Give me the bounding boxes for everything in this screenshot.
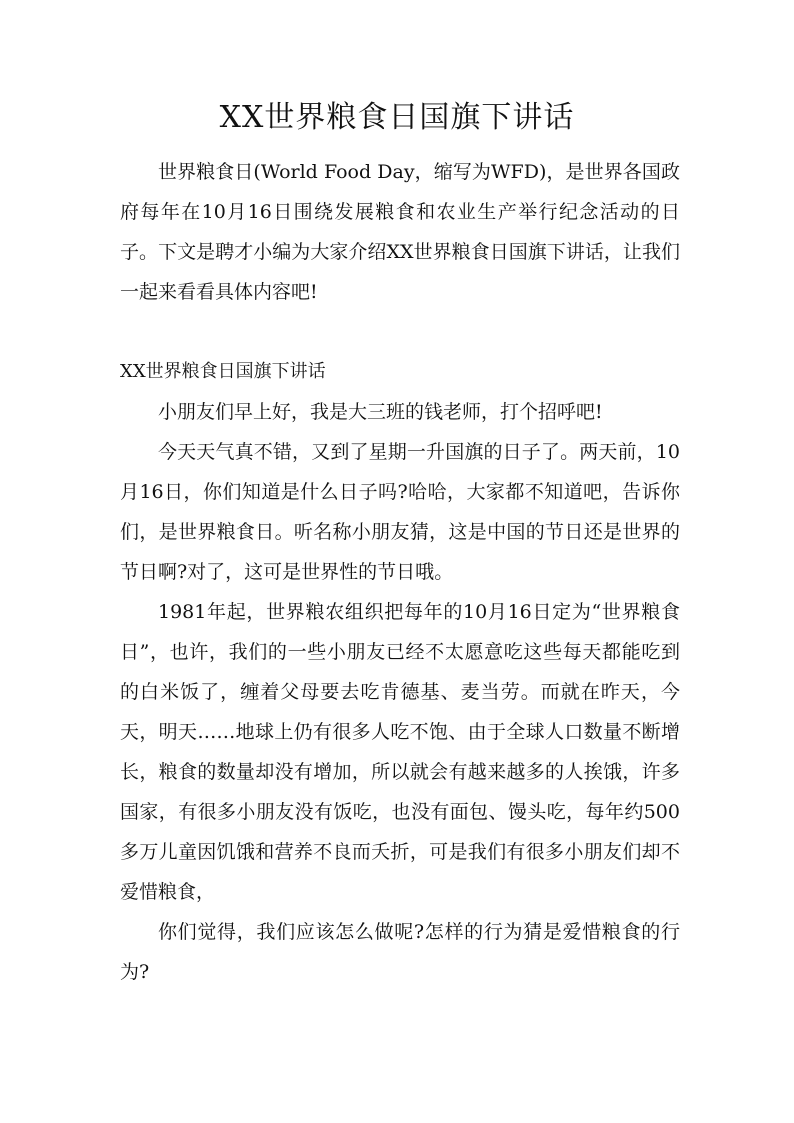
paragraph-gap (120, 312, 680, 352)
body-paragraph-greeting: 小朋友们早上好，我是大三班的钱老师，打个招呼吧! (158, 401, 603, 423)
body-paragraph-food-day: 今天天气真不错，又到了星期一升国旗的日子了。两天前，10月16日，你们知道是什么日子吗?哈哈，大家都不知道吧，告诉你们，是世界粮食日。听名称小朋友猜，这是中国的节日还是世界的节日啊?对了，这可是世界性的节日哦。 (120, 441, 680, 583)
body-paragraph-history: 1981年起，世界粮农组织把每年的10月16日定为“世界粮食日”，也许，我们的一些小朋友已经不太愿意吃这些每天都能吃到的白米饭了，缠着父母要去吃肯德基、麦当劳。而就在昨天，今天，明天……地球上仍有很多人吃不饱、由于全球人口数量不断增长，粮食的数量却没有增加，所以就会有越来越多的人挨饿，许多国家，有很多小朋友没有饭吃，也没有面包、馒头吃，每年约500多万儿童因饥饿和营养不良而夭折，可是我们有很多小朋友们却不爱惜粮食， (120, 601, 680, 903)
document-title: XX世界粮食日国旗下讲话 (219, 100, 575, 135)
section-heading: XX世界粮食日国旗下讲话 (120, 361, 326, 382)
body-paragraph-question: 你们觉得，我们应该怎么做呢?怎样的行为猜是爱惜粮食的行为? (120, 921, 680, 983)
document-body (120, 152, 680, 992)
intro-paragraph: 世界粮食日(World Food Day，缩写为WFD)，是世界各国政府每年在10月16日围绕发展粮食和农业生产举行纪念活动的日子。下文是聘才小编为大家介绍XX世界粮食日国旗下讲话，让我们一起来看看具体内容吧! (120, 161, 680, 303)
